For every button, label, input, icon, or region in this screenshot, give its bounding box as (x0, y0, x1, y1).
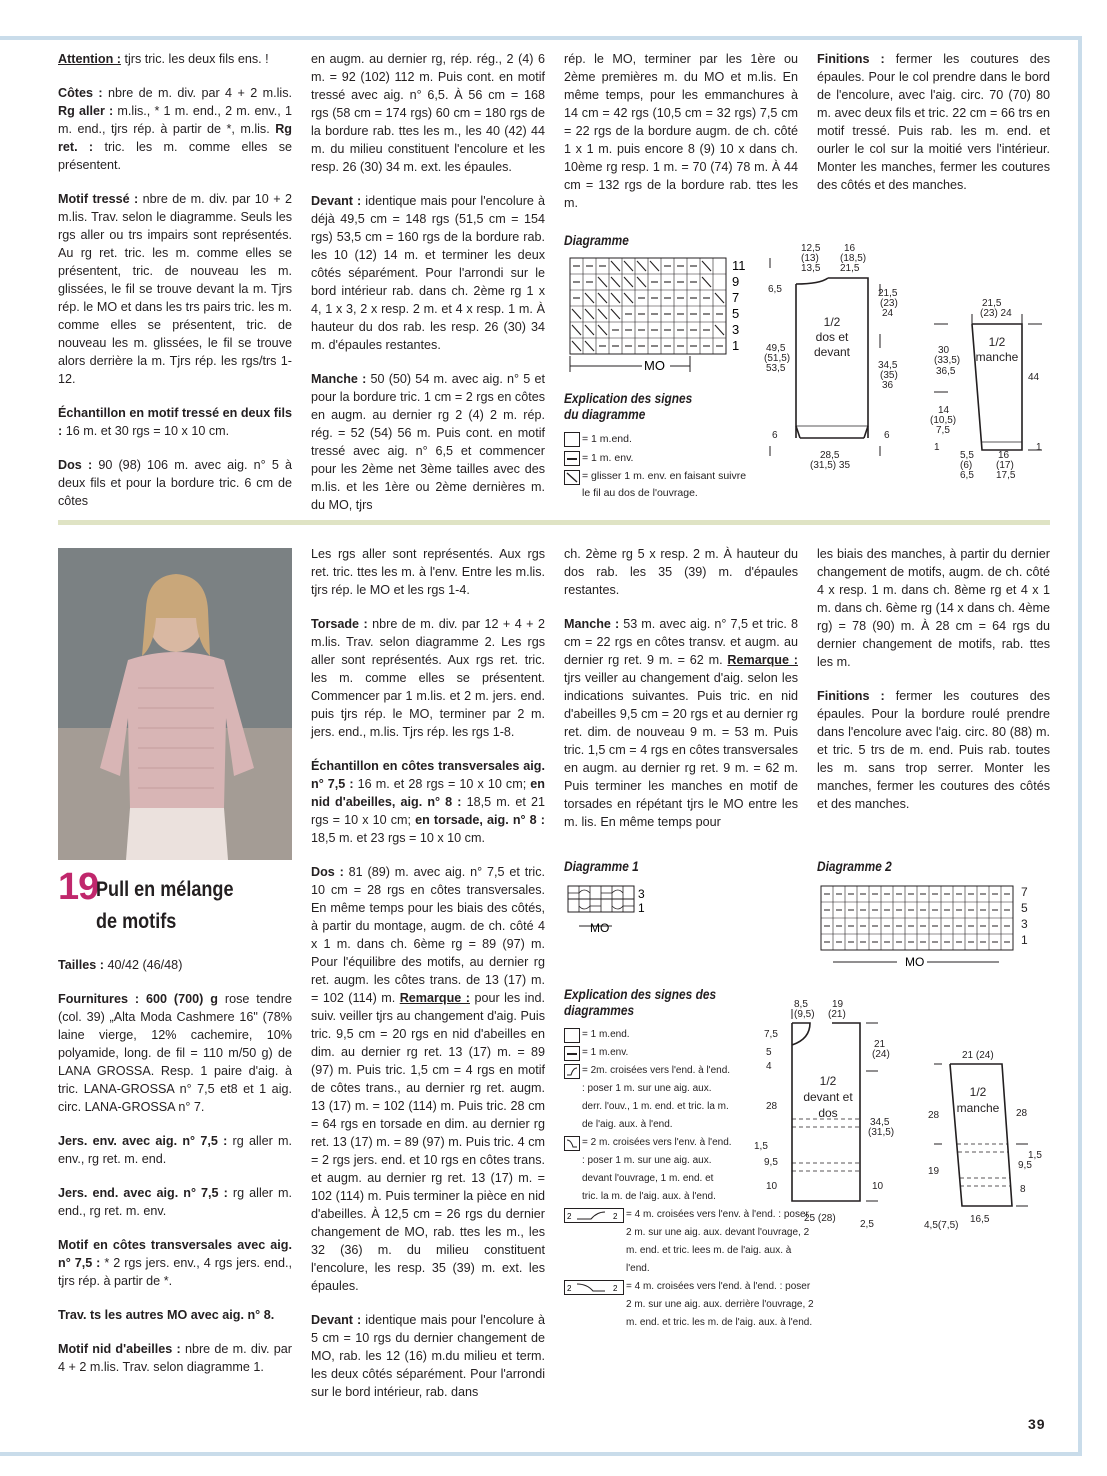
echantillon-paragraph: Échantillon en motif tressé en deux fils : 16 m. et 30 rgs = 10 x 10 cm. (58, 406, 292, 438)
diagram-row-number: 7 (732, 290, 740, 305)
cotes-transversales-paragraph: Motif en côtes transversales avec aig. n° 7,5 : * 2 rgs jers. env., 4 rgs jers. end., tjrs rép. à partir de *. (58, 1238, 292, 1288)
schema-measure: 36,5 (936, 366, 956, 377)
schema-measure: (6) (960, 460, 973, 471)
schema-measure: 4 (766, 1061, 772, 1072)
jers-end-paragraph: Jers. end. avec aig. n° 7,5 : rg aller m. end., rg ret. m. env. (58, 1186, 293, 1218)
schema-measure: 21 (874, 1039, 886, 1050)
diagram-title: Diagramme (564, 232, 629, 248)
manche-paragraph: Manche : 53 m. avec aig. n° 7,5 et tric. 8 cm = 22 rgs en côtes transv. et augm. au dernier rg ret. 9 m. = 62 m. Remarque : tjrs veiller au changement d'aig. selon les indications suivantes. Puis tric. en nid d'abeilles 9,5 cm = 20 rgs et au dernier rg ret. dim. de nouveau 9 m. = 53 m. Puis tric. 1,5 cm = 4 rgs en côtes transversales en augm. au dernier rg ret. 9 m. = 62 m. Puis terminer les manches en motif de torsades en répétant tjrs le MO entre les m. lis. En même temps pour (564, 617, 798, 829)
cotes-paragraph: Côtes : nbre de m. div. par 4 + 2 m.lis. Rg aller : m.lis., * 1 m. end., 2 m. env., 1 m. end., tjrs rép. à partir de *, m.lis. Rg ret. : tric. les m. comme elles se présentent. (58, 86, 293, 172)
autres-mo-paragraph: Trav. ts les autres MO avec aig. n° 8. (58, 1308, 275, 1322)
signs-list (564, 430, 756, 502)
schema-measure: 7,5 (936, 425, 950, 436)
blank-square-icon (564, 1028, 580, 1043)
body-schema-2 (752, 995, 902, 1230)
schema-measure: (35) (880, 370, 898, 381)
devant-paragraph: Devant : identique mais pour l'encolure à 5 cm = 10 rgs du dernier changement de MO, rab. les 12 (16) m.du milieu et term. les deux côtés séparément. Pour l'arrondi sur le bord intérieur, rab. dans (311, 1313, 545, 1399)
rgs-aller-paragraph: Les rgs aller sont représentés. Aux rgs ret. tric. ttes les m. à l'env. Entre les m.lis. tjrs rép. le MO et les rgs 1-4. (311, 547, 545, 597)
schema-measure: 1 (638, 901, 645, 915)
schema-measure: 1/2 (823, 315, 841, 329)
schema-measure: (33,5) (934, 355, 961, 366)
schema-measure: 8 (1020, 1184, 1026, 1195)
schema-measure: 5 (766, 1047, 772, 1058)
stitch-diagram (560, 252, 760, 376)
schema-measure: 5 (1021, 901, 1028, 915)
top-column-2 (311, 50, 545, 530)
schema-measure: 21,5 (840, 263, 860, 274)
schema-measure: (18,5) (840, 253, 867, 264)
svg-text:2: 2 (567, 1212, 572, 1221)
sleeve-schema (920, 290, 1060, 485)
tailles-paragraph: Tailles : 40/42 (46/48) (58, 958, 183, 972)
pattern-number: 19 (58, 866, 99, 908)
sign-row: = 1 m.end. (564, 430, 756, 449)
schema-measure: manche (956, 1101, 1000, 1115)
sweater-photo (58, 548, 292, 860)
schema-measure: 21,5 (878, 288, 898, 299)
schema-measure: 1/2 (819, 1074, 837, 1088)
body-schema (760, 238, 910, 478)
dos-paragraph: Dos : 81 (89) m. avec aig. n° 7,5 et tric. 10 cm = 28 rgs en côtes transversales. En même temps pour les biais des côtés, à partir du montage, augm. de ch. côté 4 x 1 m. dans ch. 6ème rg = 89 (97) m. Pour l'équilibre des motifs, au dernier rg ret. augm. les côtes trans. de 13 (17) m. = 102 (114) m. Remarque : pour les ind. suiv. veiller tjrs au changement d'aig. Puis tric. 9,5 cm = 20 rgs en nid d'abeilles en dim. au dernier rg ret. 13 (17) m. = 89 (97) m. Puis tric. 1,5 cm = 4 rgs en motif de côtes trans., au dernier rg ret. augm. 13 (17) m. = 102 (114) m. Puis tric. 28 cm = 64 rgs en torsade en dim. au dernier rg ret. 13 (17) m. = 89 (97) m. Puis tric. 4 cm = 2 rgs jers. end. et 10 rgs en côtes trans. et augm. au dernier rg ret. 13 (17) m. = 102 (114) m. Puis terminer la pièce en nid d'abeilles. À 12,5 cm = 26 rgs du dernier changement de MO, rab. ttes les m., les 32 (36) m. du milieu constituent l'encolure, les resp. 35 (39) m. ext. les épaules. (311, 865, 545, 1293)
sign-row: = 1 m. env. (564, 449, 756, 468)
schema-measure: 6,5 (768, 284, 782, 295)
page-frame-bottom (0, 1452, 1082, 1456)
page-number: 39 (1028, 1416, 1046, 1432)
jers-env-paragraph: Jers. env. avec aig. n° 7,5 : rg aller m. env., rg ret. m. end. (58, 1134, 292, 1166)
svg-text:2: 2 (567, 1284, 572, 1293)
schema-measure: 16 (998, 450, 1010, 461)
echantillon-paragraph: Échantillon en côtes transversales aig. n° 7,5 : 16 m. et 28 rgs = 10 x 10 cm; en nid d'abeilles, aig. n° 8 : 18,5 m. et 21 rgs = 10 x 10 cm; en torsade, aig. n° 8 : 18,5 m. et 23 rgs = 10 x 10 cm. (311, 759, 545, 845)
schema-measure: 6 (884, 430, 890, 441)
schema-measure: 10 (872, 1181, 884, 1192)
schema-measure: 1 (1021, 933, 1028, 947)
schema-measure: 34,5 (878, 360, 898, 371)
schema-measure: 1/2 (988, 335, 1006, 349)
schema-measure: 3 (1021, 917, 1028, 931)
manche-continued-paragraph: rép. le MO, terminer par les 1ère ou 2ème premières m. du MO et m.lis. En même temps, pour les emmanchures à 14 cm = 42 rgs (10,5 cm = 32 rgs) 7,5 cm = 22 rgs de la bordure augm. de ch. côté 1 x 1 m. puis encore 8 (9) 10 x dans ch. 10ème rg resp. 1 m. = 70 (74) 78 m. À 44 cm = 132 rgs de la bordure rab. ttes les m. (564, 52, 798, 210)
page-frame-top (0, 36, 1080, 40)
pattern-title: Pull en mélange de motifs (96, 878, 234, 933)
dash-square-icon (564, 1046, 580, 1061)
sign-row: 2 2 = 4 m. croisées vers l'env. à l'end. : poser 2 m. sur une aig. aux. devant l'ouvrage, 2 m. end. et tric. lees m. de l'aig. aux. à l'end. (564, 1206, 814, 1278)
schema-measure: (10,5) (930, 415, 957, 426)
schema-measure: 16 (844, 243, 856, 254)
section-divider (58, 520, 1050, 525)
schema-measure: 1 (1036, 442, 1042, 453)
sign-row: = 1 m.env. (564, 1044, 814, 1062)
bottom-column-2 (311, 545, 545, 1417)
diagram-row-number: 9 (732, 274, 740, 289)
sign-row: = glisser 1 m. env. en faisant suivre le fil au dos de l'ouvrage. (564, 468, 756, 502)
schema-measure: 21 (24) (962, 1050, 994, 1061)
diagram2-mo-label: MO (905, 955, 925, 969)
schema-measure: 12,5 (801, 243, 821, 254)
schema-measure: 49,5 (766, 343, 786, 354)
schema-measure: (31,5) 35 (810, 460, 851, 471)
finitions-paragraph: Finitions : fermer les coutures des épaules. Pour le col prendre dans le bord de l'encolure, avec l'aig. circ. 70 (70) 80 m. avec deux fils et tric. 22 cm = 66 trs en motif tressé. Puis rab. les m. end. et ourler le col sur la moitié vers l'intérieur. Monter les manches, fermer les coutures des côtés et des manches. (817, 52, 1050, 192)
motif-tresse-paragraph: Motif tressé : nbre de m. div. par 10 + 2 m.lis. Trav. selon le diagramme. Seuls les rgs aller ou trs impairs sont représentés. Au rg ret. tric. les m. comme elles se présentent, tric. de nouveau les m. glissées, le fil se trouve devant la m. Tjrs rép. le MO et dans les trs pairs tric. les m. comme elles se présentent, tric. de nouveau les m. glissées, le fil se trouve alors derrière la m. Tjrs rép. les rgs/trs 1-12. (58, 192, 292, 386)
schema-measure: (13) (801, 253, 819, 264)
schema-measure: (51,5) (764, 353, 791, 364)
devant-continued-paragraph: ch. 2ème rg 5 x resp. 2 m. À hauteur du dos rab. les 35 (39) m. d'épaules restantes. (564, 547, 798, 597)
schema-measure: 7 (1021, 885, 1028, 899)
model-illustration (58, 548, 292, 860)
schema-measure: 8,5 (794, 999, 808, 1010)
sign-row: = 2 m. croisées vers l'env. à l'end. : poser 1 m. sur une aig. aux. devant l'ouvrage, 1 m. end. et tric. la m. de l'aig. aux. à l'end. (564, 1134, 814, 1206)
blank-square-icon (564, 432, 580, 447)
sign-row: = 1 m.end. (564, 1026, 814, 1044)
schema-measure: 14 (938, 405, 950, 416)
signs-title: Explication des signes du diagramme (564, 390, 693, 422)
schema-measure: 9,5 (1018, 1160, 1032, 1171)
dash-square-icon (564, 451, 580, 466)
top-column-3 (564, 50, 798, 228)
schema-measure: (21) (828, 1009, 846, 1020)
schema-measure: 17,5 (996, 470, 1016, 481)
finitions-paragraph: Finitions : fermer les coutures des épaules. Pour la bordure roulé prendre dans l'encolure avec l'aig. circ. 80 (88) m. et tric. 5 trs de m. end. Puis rab. toutes les m. sans trop serrer. Monter les manches, fermer les coutures des côtés et des manches. (817, 689, 1050, 811)
diagram-mo-label: MO (644, 358, 665, 373)
schema-measure: 13,5 (801, 263, 821, 274)
fournitures-paragraph: Fournitures : 600 (700) g rose tendre (col. 39) „Alta Moda Cashmere 16" (78% laine vierge, 12% cachemire, 10% polyamide, long. de fil = 110 m/50 g) de LANA GROSSA. Resp. 1 paire d'aig. à tric. LANA-GROSSA n° 7,5 et8 et 1 aig. circ. LANA-GROSSA n° 7. (58, 992, 292, 1114)
schema-measure: dos et (815, 330, 849, 344)
sign-row: = 2m. croisées vers l'end. à l'end. : poser 1 m. sur une aig. aux. derr. l'ouv., 1 m. end. et tric. la m. de l'aig. aux. à l'end. (564, 1062, 814, 1134)
schema-measure: 28 (928, 1110, 940, 1121)
schema-measure: devant et (803, 1090, 853, 1104)
diagram1-mo-label: MO (590, 921, 610, 935)
schema-measure: 28 (766, 1101, 778, 1112)
sleeve-schema-2 (920, 1040, 1050, 1235)
schema-measure: 2,5 (860, 1219, 874, 1230)
schema-measure: 19 (832, 999, 844, 1010)
schema-measure: 30 (938, 345, 950, 356)
diagram-row-number: 11 (732, 258, 746, 273)
diagram-row-number: 5 (732, 306, 740, 321)
schema-measure: 53,5 (766, 363, 786, 374)
schema-measure: 28,5 (820, 450, 840, 461)
dos-paragraph: Dos : 90 (98) 106 m. avec aig. n° 5 à deux fils et pour la bordure tric. 6 cm de côtes (58, 458, 292, 508)
schema-measure: (9,5) (794, 1009, 815, 1020)
right-cross-icon (564, 1064, 580, 1079)
schema-measure: (17) (996, 460, 1014, 471)
schema-measure: 44 (1028, 372, 1040, 383)
schema-measure: 19 (928, 1166, 940, 1177)
diagram1-title: Diagramme 1 (564, 858, 639, 874)
manche-paragraph: Manche : 50 (50) 54 m. avec aig. n° 5 et pour la bordure tric. 1 cm = 2 rgs en côtes en augm. au dernier rg 2 (4) 2 m. rép. rég. = 52 (54) 56 m. Puis cont. en motif tressé avec aig. n° 6,5 et commencer pour les 2ème net 3ème tailles avec des m.lis. et les 1ère ou 2ème dernières m. du MO, tjrs (311, 372, 545, 512)
schema-measure: 34,5 (870, 1117, 890, 1128)
top-column-1 (58, 50, 292, 526)
diagram-row-number: 3 (732, 322, 740, 337)
bottom-column-1 (58, 956, 292, 1392)
schema-measure: 1,5 (754, 1141, 768, 1152)
slash-square-icon (564, 470, 580, 485)
bottom-column-3 (564, 545, 798, 847)
bottom-column-4 (817, 545, 1050, 829)
diagram2-title: Diagramme 2 (817, 858, 892, 874)
schema-measure: 6,5 (960, 470, 974, 481)
schema-measure: 36 (882, 380, 894, 391)
diagram2 (817, 882, 1047, 972)
page-frame-right (1078, 36, 1082, 1456)
left-cross-icon (564, 1136, 580, 1151)
four-cross-right-icon (564, 1280, 624, 1295)
torsade-paragraph: Torsade : nbre de m. div. par 12 + 4 + 2 m.lis. Trav. selon diagramme 2. Les rgs aller sont représentés. Aux rgs ret. tric. les m. comme elles se présentent. Commencer par 1 m.lis. et 2 m. jers. end. puis tjrs rép. le MO, terminer par 2 m. jers. end., m.lis. Tjrs rép. les rgs 1-8. (311, 617, 545, 739)
schema-measure: (23) (880, 298, 898, 309)
diagram1 (564, 882, 660, 938)
schema-measure: 7,5 (764, 1029, 778, 1040)
schema-measure: 25 (28) (804, 1213, 836, 1224)
schema-measure: 1 (934, 442, 940, 453)
schema-measure: 6 (772, 430, 778, 441)
devant-paragraph: Devant : identique mais pour l'encolure à déjà 49,5 cm = 148 rgs (51,5 cm = 154 rgs) 53,5 cm = 160 rgs de la bordure rab. les 10 (12) 14 m. et terminer les deux côtés séparément. Pour l'arrondi sur le bord intérieur rab. dans ch. 2ème rg 1 x 4, 1 x 3, 2 x resp. 2 m. et 4 x resp. 1 m. À hauteur du dos rab. les resp. 26 (30) 34 m. d'épaules restantes. (311, 194, 545, 352)
schema-measure: 24 (882, 308, 894, 319)
sign-row: 2 2 = 4 m. croisées vers l'end. à l'end. : poser 2 m. sur une aig. aux. derrière l'ouvrage, 2 m. end. et tric. les m. de l'aig. aux. à l'end. (564, 1278, 814, 1332)
signs-title: Explication des signes des diagrammes (564, 986, 717, 1018)
four-cross-left-icon (564, 1208, 624, 1223)
schema-measure: dos (818, 1106, 838, 1120)
manche-continued-paragraph: les biais des manches, à partir du dernier changement de motifs, augm. de ch. côté 4 x resp. 1 m. dans ch. 8ème rg et 4 x 1 m. dans ch. 6ème rg (14 x dans ch. 4ème rg) = 78 (90) m. À 28 cm = 64 rgs du dernier changement de motifs, rab. ttes les m. (817, 547, 1050, 669)
schema-measure: 5,5 (960, 450, 974, 461)
schema-measure: (23) 24 (980, 308, 1012, 319)
schema-measure: 10 (766, 1181, 778, 1192)
nid-abeilles-paragraph: Motif nid d'abeilles : nbre de m. div. par 4 + 2 m.lis. Trav. selon diagramme 1. (58, 1342, 292, 1374)
schema-measure: 9,5 (764, 1157, 778, 1168)
schema-measure: 16,5 (970, 1214, 990, 1225)
schema-measure: 3 (638, 887, 645, 901)
schema-measure: 1/2 (969, 1085, 987, 1099)
schema-measure: 4,5(7,5) (924, 1220, 959, 1231)
schema-measure: (31,5) (868, 1127, 895, 1138)
diagram-row-number: 1 (732, 338, 740, 353)
top-column-4 (817, 50, 1050, 210)
schema-measure: 1,5 (1028, 1150, 1042, 1161)
schema-measure: (24) (872, 1049, 890, 1060)
attention-paragraph: Attention : tjrs tric. les deux fils ens. ! (58, 52, 269, 66)
schema-measure: 21,5 (982, 298, 1002, 309)
dos-continued-paragraph: en augm. au dernier rg, rép. rég., 2 (4) 6 m. = 92 (102) 112 m. Puis cont. en motif tressé avec aig. n° 6,5. À 56 cm = 168 rgs (58 cm = 174 rgs) 60 cm = 180 rgs de la bordure rab. ttes les m., les 40 (42) 44 m. du milieu constituent l'encolure et les resp. 26 (30) 34 m. ext. les épaules. (311, 52, 545, 174)
schema-measure: 28 (1016, 1108, 1028, 1119)
svg-text:2: 2 (613, 1284, 618, 1293)
schema-measure: manche (975, 350, 1019, 364)
schema-measure: devant (813, 345, 851, 359)
svg-text:2: 2 (613, 1212, 618, 1221)
